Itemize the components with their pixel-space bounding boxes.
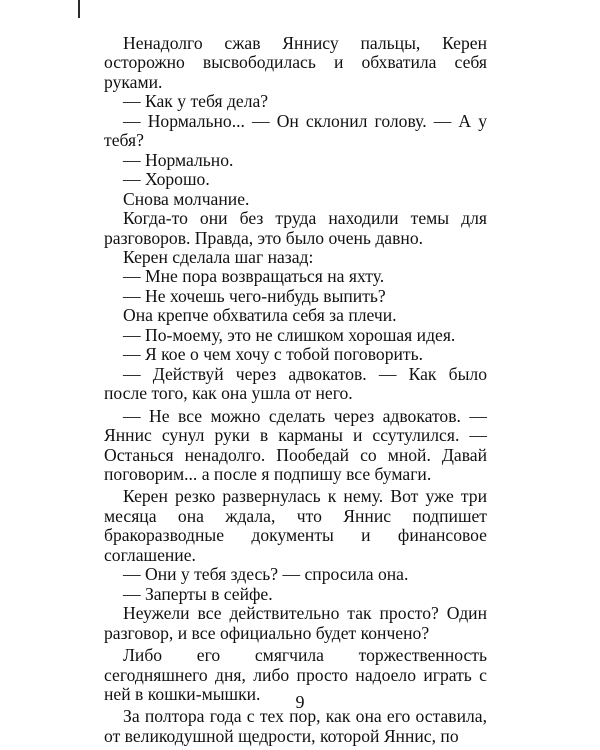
paragraph: — Не все можно сделать через адвокатов. — Яннис сунул руки в карманы и ссутулился. — Останься ненадолго. Пообедай со мной. Давай поговорим... а после я подпишу все бумаги. [104,405,487,484]
paragraph: Либо его смягчила торжественность сегодняшнего дня, либо просто надоело играть с ней в кошки-мышки. [104,645,487,704]
paragraph: — Заперты в сейфе. [123,583,273,604]
paragraph: Ненадолго сжав Яннису пальцы, Керен осторожно высвободилась и обхватила себя руками. [104,33,487,92]
paragraph: — Они у тебя здесь? — спросила она. [123,564,409,585]
paragraph: — Хорошо. [123,169,210,190]
body-text [104,34,487,746]
paragraph: Керен сделала шаг назад: [123,246,314,267]
page-edge-mark [78,0,80,18]
paragraph: За полтора года с тех пор, как она его оставила, от великодушной щедрости, которой Яннис, по [104,706,487,746]
paragraph: — Я кое о чем хочу с тобой поговорить. [123,344,424,365]
paragraph: — Мне пора возвращаться на яхту. [123,266,385,287]
paragraph: — Нормально. [123,149,234,170]
paragraph: — Действуй через адвокатов. — Как было после того, как она ушла от него. [104,363,487,404]
paragraph: Керен резко развернулась к нему. Вот уже три месяца она ждала, что Яннис подпишет бракоразводные документы и финансовое соглашение. [104,486,487,565]
paragraph: — Нормально... — Он склонил голову. — А у тебя? [104,110,487,151]
paragraph: Снова молчание. [123,188,250,209]
paragraph: — По-моему, это не слишком хорошая идея. [123,324,456,345]
paragraph: Когда-то они без труда находили темы для разговоров. Правда, это было очень давно. [104,208,487,248]
paragraph: — Не хочешь чего-нибудь выпить? [123,285,386,306]
paragraph: Она крепче обхватила себя за плечи. [123,305,397,326]
paragraph: Неужели все действительно так просто? Один разговор, и все официально будет кончено? [104,603,487,643]
paragraph: — Как у тебя дела? [123,91,269,112]
page-number: 9 [295,692,305,712]
